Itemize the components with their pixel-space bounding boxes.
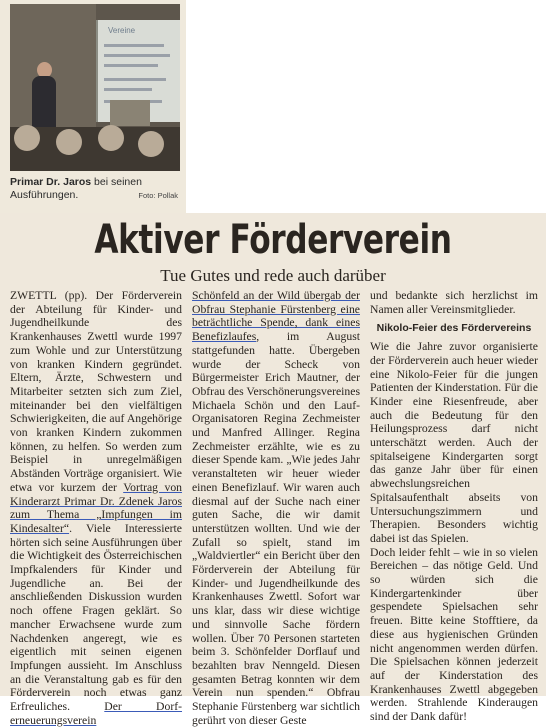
paragraph: ZWETTL (pp). Der Förderverein der Abteilung für Kinder- und Jugendheilkunde des Krankenhauses Zwettl wurde 1997 zum Wohle und zur Unterstützung von kranken Kindern gegründet. Eltern, Ärzte, Schwestern und Mitarbeiter setzten sich zum Ziel, miteinander bei den vielfältigen Schwierigkeiten, die auf Angehörige von kranken Kindern zukommen können, zu helfen. So werden zum Beispiel in unregelmäßigen Abständen Vorträge organisiert. Wie etwa vor kurzem der Vortrag von Kinderarzt Primar Dr. Zdenek Jaros zum Thema „Impfungen im Kindesalter“. Viele Interessierte hörten sich seine Ausführungen über die Wichtigkeit des Österreichischen Impfkalenders für Kinder und Jugendliche an. Bei der anschließenden Diskussion wurden noch offene Fragen geklärt. So mancher Erwachsene wurde zum Nachdenken angeregt, wie es eigentlich mit seinen eigenen Impfungen aussieht. Im Anschluss an die Veranstaltung gab es für den Förderverein noch etwas ganz Erfreuliches. Der Dorf-erneuerungsverein: [10, 289, 183, 727]
photo-caption: Primar Dr. Jaros bei seinen Ausführungen.: [10, 176, 142, 201]
paragraph: und bedankte sich herzlichst im Namen aller Vereinsmitglieder.: [370, 289, 538, 316]
audience: [10, 127, 180, 171]
column-2: [192, 289, 360, 728]
paragraph: Wie die Jahre zuvor organisierte der Förderverein auch heuer wieder eine Nikolo-Feier für die jungen Patienten der Kinderstation. Für die Kinder eine Riesenfreude, aber auch die Bedeutung für den Heilungsprozess darf nicht unterschätzt werden. Auch der spitalseigene Kindergarten sorgt das ganze Jahr über für einen abwechslungsreichen Spitalsaufenthalt abseits von Untersuchungszimmern und Therapien. Besonders wichtig dabei ist das Spielen.: [370, 340, 538, 545]
paragraph: Schönfeld an der Wild übergab der Obfrau Stephanie Fürstenberg eine beträchtliche Spende, dank eines Benefizlaufes, im August stattgefunden hatte. Übergeben wurde der Scheck von Bürgermeister Erich Mautner, der Obfrau des Verschönerungsvereines Michaela Schön und den Lauf-Organisatoren Regina Zechmeister und Manfred Allinger. Regina Zechmeister erzählte, wie es zu dieser Spende kam. „Wie jedes Jahr veranstalteten wir heuer wieder einen Benefizlauf. Wir waren auch diesmal auf der Suche nach einer guten Sache, die wir damit unterstützen wollten. Und wie der Zufall so spielt, stand im „Waldviertler“ ein Bericht über den Förderverein der Abteilung für Kinder- und Jugendheilkunde des Krankenhauses Zwettl. Sofort war uns klar, dass wir diese wichtige und sinnvolle Sache fördern wollen. Über 70 Personen starteten beim 3. Schönfelder Dorflauf und bezahlten brav Nenngeld. Diesen gesamten Betrag konnten wir dem Verein nun spenden.“ Obfrau Stephanie Fürstenberg war sichtlich gerührt von dieser Geste: [192, 289, 360, 727]
highlighted-text: Vortrag von Kinderarzt Primar Dr. Zdenek Jaros zum Thema „Impfungen im Kindesalter“: [10, 480, 183, 535]
article-subheadline: Tue Gutes und rede auch darüber: [160, 266, 386, 285]
section-subtitle: Nikolo-Feier des Fördervereins: [376, 322, 532, 335]
speaker: [32, 76, 56, 134]
highlighted-text: Schönfeld an der Wild übergab der Obfrau Stephanie Fürstenberg eine beträchtliche Spende, dank eines Benefizlaufes: [192, 289, 360, 344]
article-headline: Aktiver Förderverein: [94, 217, 452, 263]
lecture-photo: [10, 4, 180, 171]
photo-section: [0, 0, 186, 213]
paragraph: Doch leider fehlt – wie in so vielen Bereichen – das nötige Geld. Und so würden sich die Kindergartenkinder über gespendete Spielsachen sehr freuen. Bitte keine Stofftiere, da diese aus hygienischen Gründen nicht angenommen werden dürfen. Die Spielsachen können jederzeit auf der Kinderstation des Krankenhauses Zwettl abgegeben werden. Strahlende Kinderaugen sind der Dank dafür!: [370, 545, 538, 724]
column-1: [10, 289, 182, 728]
screen-title: Vereine: [108, 26, 136, 35]
photo-credit: Foto: Pollak: [138, 191, 178, 200]
highlighted-text: Der Dorf-erneuerungsverein: [10, 700, 183, 727]
column-3: [370, 289, 538, 724]
